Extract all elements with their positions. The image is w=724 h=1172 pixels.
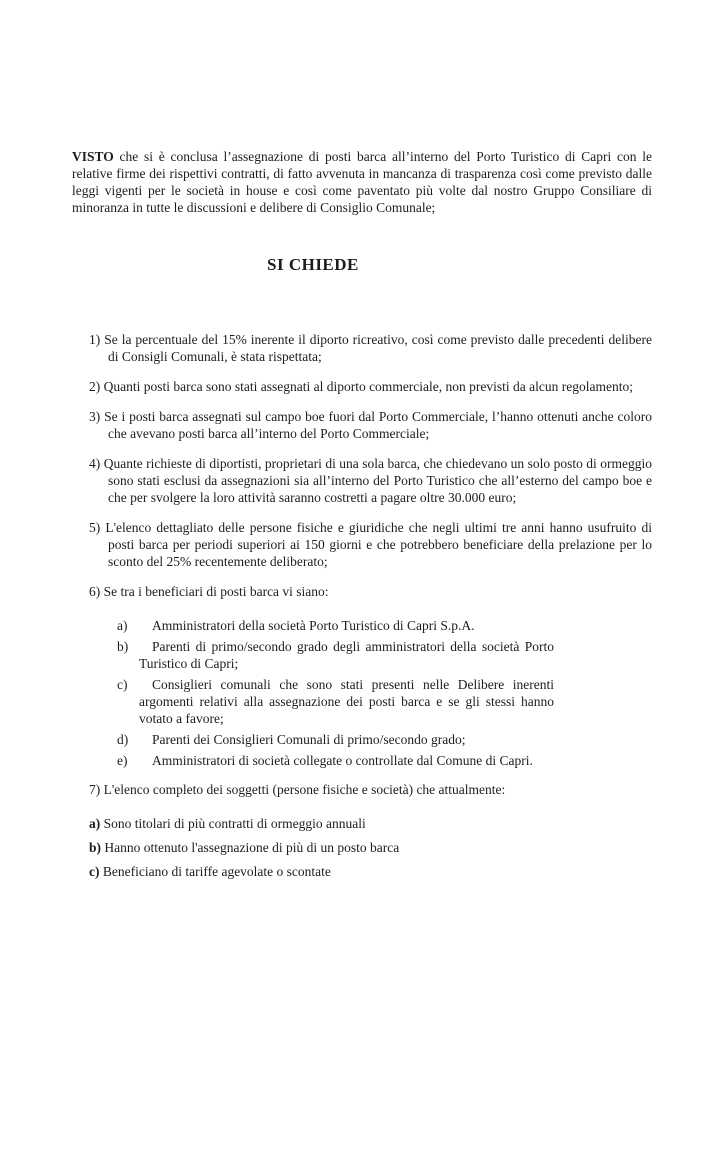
item-text: Parenti di primo/secondo grado degli amministratori della società Porto Turistico di Capri; <box>139 639 554 671</box>
section-heading: SI CHIEDE <box>267 255 359 274</box>
list-item-5 <box>89 519 652 570</box>
list-item-1 <box>89 331 652 365</box>
intro-paragraph <box>72 148 652 216</box>
list-item-4 <box>89 455 652 506</box>
item-text: Quanti posti barca sono stati assegnati al diporto commerciale, non previsti da alcun regolamento; <box>103 379 633 394</box>
item-letter: d) <box>117 732 129 747</box>
item-letter: a) <box>89 816 101 831</box>
sub-list-item-e <box>117 752 554 769</box>
lettered-sub-list <box>0 617 724 769</box>
item-text: Sono titolari di più contratti di ormeggio annuali <box>103 816 366 831</box>
item-text: Beneficiano di tariffe agevolate o scontate <box>102 864 331 879</box>
item-number: 2) <box>89 379 101 394</box>
item-text: Se la percentuale del 15% inerente il diporto ricreativo, così come previsto dalle precedenti delibere di Consigli Comunali, è stata rispettata; <box>104 332 653 364</box>
item-letter: b) <box>89 840 102 855</box>
final-list-item-a <box>89 815 652 832</box>
item-text: Amministratori della società Porto Turistico di Capri S.p.A. <box>152 618 475 633</box>
numbered-list <box>0 331 724 600</box>
final-list-item-b <box>89 839 652 856</box>
intro-lead: VISTO <box>72 149 114 164</box>
item-text: Hanno ottenuto l'assegnazione di più di un posto barca <box>104 840 400 855</box>
item-text: Quante richieste di diportisti, proprietari di una sola barca, che chiedevano un solo posto di ormeggio sono stati esclusi da assegnazioni sia all’interno del Porto Turistico che all’esterno del campo boe e che per svolgere la loro attività saranno costretti a pagare oltre 30.000 euro; <box>103 456 652 505</box>
item-text: Se i posti barca assegnati sul campo boe fuori dal Porto Commerciale, l’hanno ottenuti anche coloro che avevano posti barca all’interno del Porto Commerciale; <box>104 409 653 441</box>
item-letter: b) <box>117 639 129 654</box>
list-item-7 <box>89 781 652 798</box>
item-number: 6) <box>89 584 101 599</box>
item-number: 3) <box>89 409 101 424</box>
item-text: Consiglieri comunali che sono stati presenti nelle Delibere inerenti argomenti relativi alla assegnazione dei posti barca e se gli stessi hanno votato a favore; <box>139 677 554 726</box>
document-page <box>0 148 724 1172</box>
item-letter: c) <box>89 864 100 879</box>
sub-list-item-a <box>117 617 554 634</box>
final-lettered-list <box>0 815 724 880</box>
item-number: 7) <box>89 782 101 797</box>
item-number: 5) <box>89 520 101 535</box>
item-text: L'elenco dettagliato delle persone fisiche e giuridiche che negli ultimi tre anni hanno usufruito di posti barca per periodi superiori ai 150 giorni e che potrebbero beneficiare della prelazione per lo sconto del 25% recentemente deliberato; <box>105 520 653 569</box>
item-number: 4) <box>89 456 101 471</box>
sub-list-item-b <box>117 638 554 672</box>
item-text: Amministratori di società collegate o controllate dal Comune di Capri. <box>152 753 533 768</box>
sub-list-item-c <box>117 676 554 727</box>
item-letter: a) <box>117 618 128 633</box>
list-item-2 <box>89 378 652 395</box>
item-text: Se tra i beneficiari di posti barca vi siano: <box>103 584 329 599</box>
intro-text: che si è conclusa l’assegnazione di posti barca all’interno del Porto Turistico di Capri con le relative firme dei rispettivi contratti, di fatto avvenuta in mancanza di trasparenza così come previsto dalle leggi vigenti per le società in house e così come paventato più volte dal nostro Gruppo Consiliare di minoranza in tutte le discussioni e delibere di Consiglio Comunale; <box>72 149 652 215</box>
item-number: 1) <box>89 332 101 347</box>
item-text: L'elenco completo dei soggetti (persone fisiche e società) che attualmente: <box>103 782 506 797</box>
item-letter: e) <box>117 753 128 768</box>
item-letter: c) <box>117 677 128 692</box>
list-item-6 <box>89 583 652 600</box>
sub-list-item-d <box>117 731 554 748</box>
item-text: Parenti dei Consiglieri Comunali di primo/secondo grado; <box>152 732 466 747</box>
final-list-item-c <box>89 863 652 880</box>
list-item-3 <box>89 408 652 442</box>
